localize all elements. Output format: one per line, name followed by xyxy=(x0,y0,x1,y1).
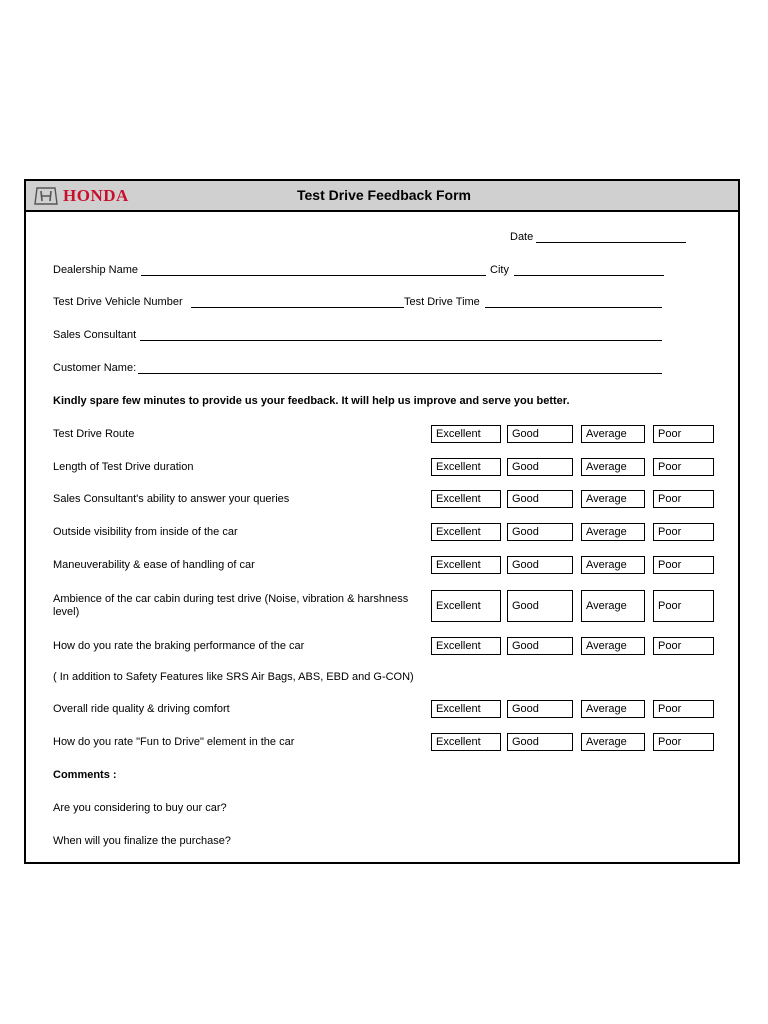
brand-name: HONDA xyxy=(63,186,129,205)
rating-excellent[interactable]: Excellent xyxy=(431,733,501,751)
rating-average[interactable]: Average xyxy=(581,700,645,718)
rating-average[interactable]: Average xyxy=(581,733,645,751)
consultant-field[interactable] xyxy=(140,330,662,341)
rating-excellent[interactable]: Excellent xyxy=(431,490,501,508)
question-label: Sales Consultant's ability to answer your queries xyxy=(53,493,290,505)
question-label: Length of Test Drive duration xyxy=(53,461,194,473)
question-label: How do you rate "Fun to Drive" element in the car xyxy=(53,736,295,748)
rating-poor[interactable]: Poor xyxy=(653,590,714,622)
rating-excellent[interactable]: Excellent xyxy=(431,637,501,655)
form-header xyxy=(26,181,738,212)
city-field[interactable] xyxy=(514,265,664,276)
time-label: Test Drive Time xyxy=(404,296,480,308)
rating-poor[interactable]: Poor xyxy=(653,458,714,476)
rating-average[interactable]: Average xyxy=(581,490,645,508)
form-title: Test Drive Feedback Form xyxy=(296,187,472,203)
city-label: City xyxy=(490,264,509,276)
rating-good[interactable]: Good xyxy=(507,490,573,508)
question-label: Ambience of the car cabin during test drive (Noise, vibration & harshness level) xyxy=(53,593,409,618)
rating-excellent[interactable]: Excellent xyxy=(431,458,501,476)
rating-excellent[interactable]: Excellent xyxy=(431,700,501,718)
consultant-label: Sales Consultant xyxy=(53,329,137,341)
rating-excellent[interactable]: Excellent xyxy=(431,590,501,622)
rating-good[interactable]: Good xyxy=(507,590,573,622)
rating-poor[interactable]: Poor xyxy=(653,490,714,508)
purchase-question: When will you finalize the purchase? xyxy=(53,835,231,847)
rating-good[interactable]: Good xyxy=(507,637,573,655)
rating-average[interactable]: Average xyxy=(581,637,645,655)
rating-poor[interactable]: Poor xyxy=(653,523,714,541)
question-label: Maneuverability & ease of handling of car xyxy=(53,559,255,571)
rating-average[interactable]: Average xyxy=(581,425,645,443)
question-label: How do you rate the braking performance of the car xyxy=(53,640,305,652)
rating-poor[interactable]: Poor xyxy=(653,733,714,751)
rating-poor[interactable]: Poor xyxy=(653,637,714,655)
rating-good[interactable]: Good xyxy=(507,556,573,574)
time-field[interactable] xyxy=(485,297,662,308)
rating-good[interactable]: Good xyxy=(507,425,573,443)
date-label: Date xyxy=(510,231,534,243)
customer-label: Customer Name: xyxy=(53,362,137,374)
intro-text: Kindly spare few minutes to provide us your feedback. It will help us improve and serve you better. xyxy=(53,395,570,407)
question-label: Overall ride quality & driving comfort xyxy=(53,703,230,715)
rating-average[interactable]: Average xyxy=(581,458,645,476)
rating-good[interactable]: Good xyxy=(507,458,573,476)
feedback-form xyxy=(24,179,740,864)
rating-average[interactable]: Average xyxy=(581,590,645,622)
customer-field[interactable] xyxy=(138,363,662,374)
dealership-field[interactable] xyxy=(141,265,486,276)
rating-poor[interactable]: Poor xyxy=(653,700,714,718)
rating-poor[interactable]: Poor xyxy=(653,425,714,443)
rating-excellent[interactable]: Excellent xyxy=(431,523,501,541)
vehicle-number-label: Test Drive Vehicle Number xyxy=(53,296,183,308)
buy-question: Are you considering to buy our car? xyxy=(53,802,227,814)
rating-good[interactable]: Good xyxy=(507,733,573,751)
rating-excellent[interactable]: Excellent xyxy=(431,425,501,443)
date-field[interactable] xyxy=(536,232,686,243)
rating-good[interactable]: Good xyxy=(507,523,573,541)
dealership-label: Dealership Name xyxy=(53,264,138,276)
rating-poor[interactable]: Poor xyxy=(653,556,714,574)
rating-average[interactable]: Average xyxy=(581,556,645,574)
comments-label: Comments : xyxy=(53,769,117,781)
rating-excellent[interactable]: Excellent xyxy=(431,556,501,574)
question-label: Outside visibility from inside of the car xyxy=(53,526,238,538)
vehicle-number-field[interactable] xyxy=(191,297,404,308)
question-label: Test Drive Route xyxy=(53,428,135,440)
rating-average[interactable]: Average xyxy=(581,523,645,541)
rating-good[interactable]: Good xyxy=(507,700,573,718)
safety-note: ( In addition to Safety Features like SRS Air Bags, ABS, EBD and G-CON) xyxy=(53,671,414,683)
